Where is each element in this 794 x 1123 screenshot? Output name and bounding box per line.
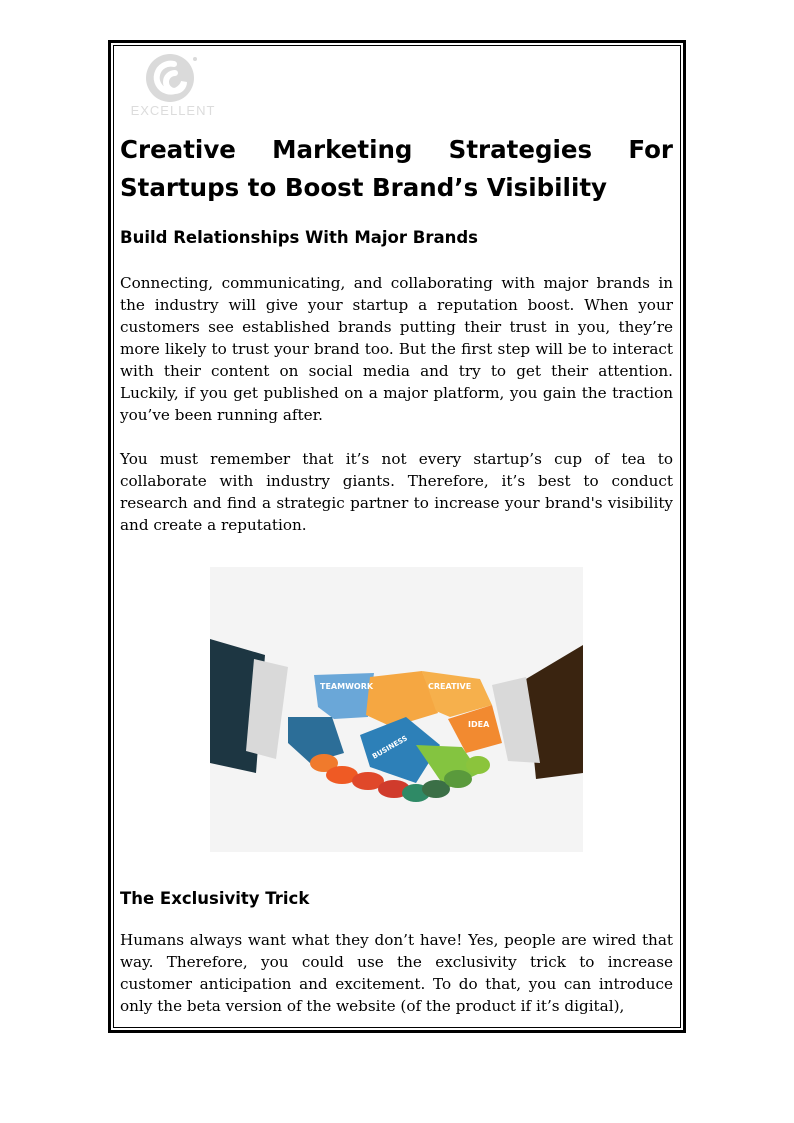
handshake-puzzle-illustration	[210, 567, 583, 852]
section-heading-exclusivity: The Exclusivity Trick	[120, 889, 310, 908]
article-title: Creative Marketing Strategies For Startups to Boost Brand’s Visibility	[120, 135, 673, 202]
finger-7	[444, 770, 472, 788]
label-idea: IDEA	[468, 720, 490, 729]
finger-8	[466, 756, 490, 774]
article-body	[120, 131, 673, 536]
section-heading-relationships: Build Relationships With Major Brands	[120, 228, 478, 247]
logo-text: EXCELLENT	[130, 103, 216, 118]
label-teamwork: TEAMWORK	[320, 682, 374, 691]
paragraph-connecting: Connecting, communicating, and collaborating with major brands in the industry will give your startup a reputation boost. When your customers see established brands putting their trust in you, they’re more likely to trust your brand too. But the first step will be to interact with their content on social media and try to get their attention. Luckily, if you get published on a major platform, you gain the traction you’ve been running after.	[120, 274, 673, 424]
paragraph-collaborate: You must remember that it’s not every startup’s cup of tea to collaborate with industry giants. Therefore, it’s best to conduct research and find a strategic partner to increase your brand's visibility and create a reputation.	[120, 450, 673, 534]
label-creative: CREATIVE	[428, 682, 472, 691]
paragraph-exclusivity: Humans always want what they don’t have! Yes, people are wired that way. Therefore, you could use the exclusivity trick to increase customer anticipation and excitement. To do that, you can introduce only the beta version of the website (of the product if it’s digital),	[120, 931, 673, 1015]
label-business: BUSINESS	[371, 734, 409, 761]
